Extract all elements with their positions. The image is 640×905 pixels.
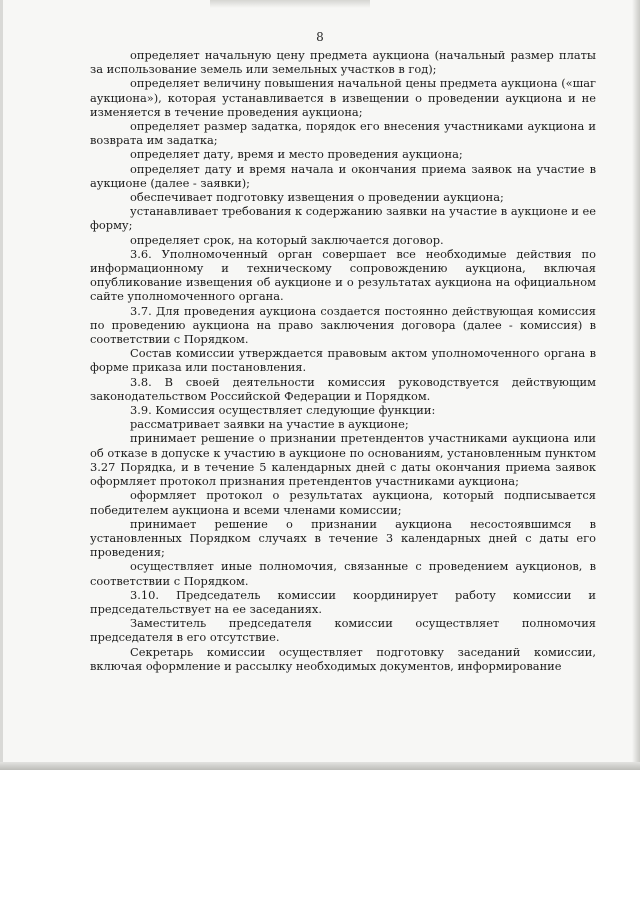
paragraph: определяет срок, на который заключается договор. [130, 232, 444, 247]
paragraph: принимает решение о признании аукциона несостоявшимся в установленных Порядком случаях в течение 3 календарных дней с даты его проведения; [90, 516, 596, 560]
paragraph: оформляет протокол о результатах аукциона, который подписывается победителем аукциона и всеми членами комиссии; [90, 488, 596, 517]
scan-right-edge [632, 0, 640, 770]
paragraph: 3.8. В своей деятельности комиссия руководствуется действующим законодательством Российской Федерации и Порядком. [90, 374, 596, 403]
paragraph: осуществляет иные полномочия, связанные с проведением аукционов, в соответствии с Порядком. [90, 559, 596, 588]
paragraph: принимает решение о признании претендентов участниками аукциона или об отказе в допуске к участию в аукционе по основаниям, установленным пунктом 3.27 Порядка, и в течение 5 календарных дней с даты окончания приема заявок оформляет протокол признания претендентов участниками аукциона; [90, 431, 596, 489]
paragraph: 3.9. Комиссия осуществляет следующие функции: [130, 403, 436, 418]
paragraph: устанавливает требования к содержанию заявки на участие в аукционе и ее форму; [90, 204, 596, 233]
paragraph: определяет величину повышения начальной цены предмета аукциона («шаг аукциона»), которая устанавливается в извещении о проведении аукциона и не изменяется в течение проведения аукциона; [90, 76, 596, 119]
paragraph: обеспечивает подготовку извещения о проведении аукциона; [130, 190, 504, 205]
document-body [90, 48, 596, 673]
paragraph: Секретарь комиссии осуществляет подготовку заседаний комиссии, включая оформление и рассылку необходимых документов, информирование [90, 644, 596, 673]
paragraph: 3.7. Для проведения аукциона создается постоянно действующая комиссия по проведению аукциона на право заключения договора (далее - комиссия) в соответствии с Порядком. [90, 303, 596, 347]
scan-left-edge [0, 0, 3, 770]
paragraph: определяет дату и время начала и окончания приема заявок на участие в аукционе (далее - заявки); [90, 161, 596, 190]
paragraph: 3.10. Председатель комиссии координирует работу комиссии и председательствует на ее заседаниях. [90, 587, 596, 616]
scan-bottom-edge [0, 762, 640, 770]
paragraph: Состав комиссии утверждается правовым актом уполномоченного органа в форме приказа или постановления. [90, 346, 596, 375]
paragraph: определяет размер задатка, порядок его внесения участниками аукциона и возврата им задатка; [90, 119, 596, 148]
paragraph: рассматривает заявки на участие в аукционе; [130, 417, 409, 432]
paragraph: определяет дату, время и место проведения аукциона; [130, 147, 463, 162]
paragraph: Заместитель председателя комиссии осуществляет полномочия председателя в его отсутствие. [90, 616, 596, 645]
paragraph: 3.6. Уполномоченный орган совершает все необходимые действия по информационному и техническому сопровождению аукциона, включая опубликование извещения об аукционе и о результатах аукциона на официальном сайте уполномоченного органа. [90, 246, 596, 304]
scan-smudge [210, 0, 370, 8]
paragraph: определяет начальную цену предмета аукциона (начальный размер платы за использование земель или земельных участков в год); [90, 48, 596, 77]
page-number: 8 [316, 30, 324, 44]
